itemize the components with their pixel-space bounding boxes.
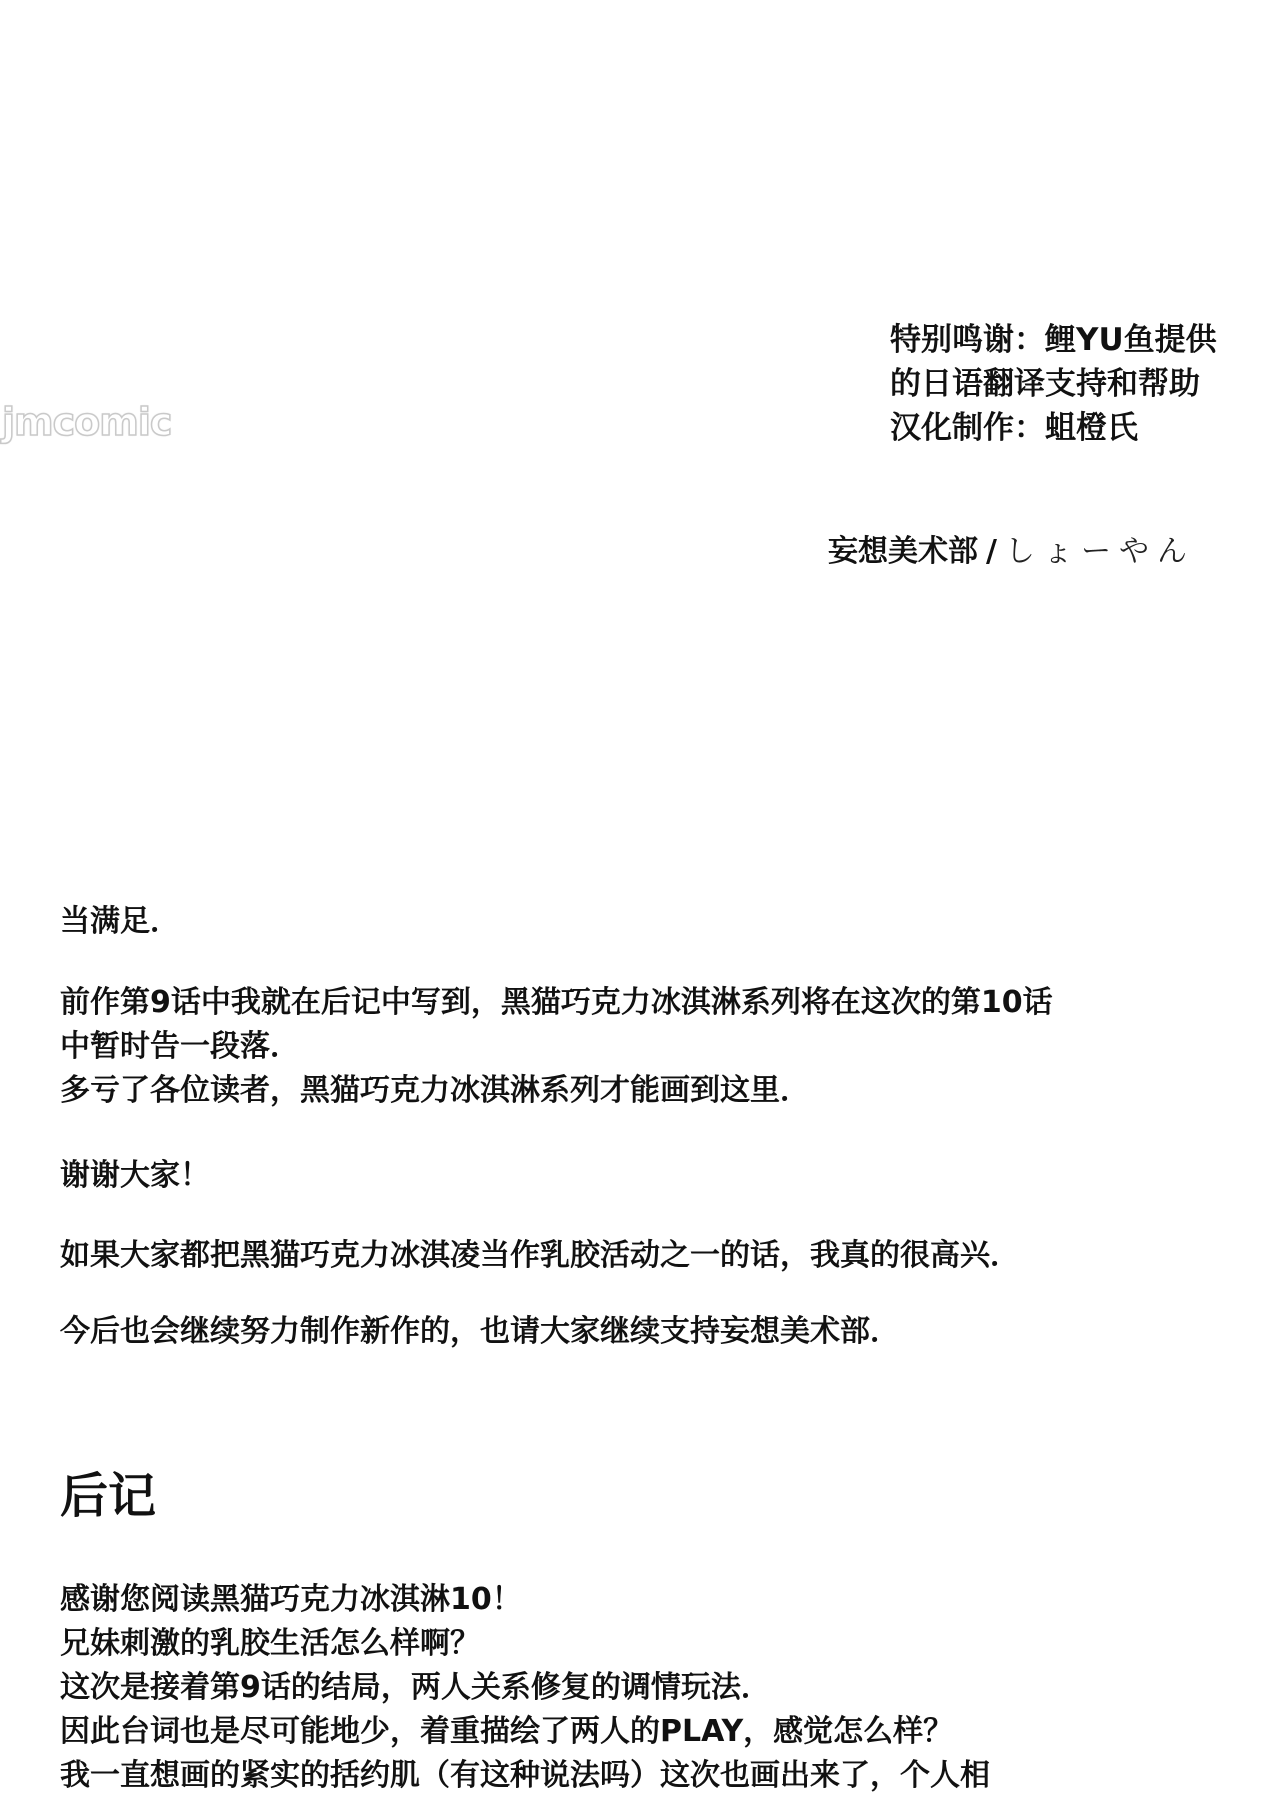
signature-slash: / (986, 534, 997, 569)
credits-line: 的日语翻译支持和帮助 (890, 366, 1200, 402)
paragraph-line: 如果大家都把黑猫巧克力冰淇凌当作乳胶活动之一的话，我真的很高兴． (60, 1238, 1020, 1273)
paragraph-line: 多亏了各位读者，黑猫巧克力冰淇淋系列才能画到这里． (60, 1073, 810, 1108)
paragraph-line: 谢谢大家！ (60, 1158, 210, 1193)
paragraph-line: 当满足． (60, 904, 180, 939)
afterword-line: 这次是接着第9话的结局，两人关系修复的调情玩法． (60, 1670, 771, 1705)
afterword-heading: 后记 (60, 1468, 157, 1524)
author-signature (828, 530, 1195, 574)
credits-line: 汉化制作：蛆橙氏 (890, 410, 1138, 446)
paragraph-line: 今后也会继续努力制作新作的，也请大家继续支持妄想美术部． (60, 1314, 900, 1349)
paragraph-line: 中暂时告一段落． (60, 1029, 300, 1064)
afterword-line: 因此台词也是尽可能地少，着重描绘了两人的PLAY，感觉怎么样？ (60, 1714, 954, 1749)
paragraph-line: 前作第9话中我就在后记中写到，黑猫巧克力冰淇淋系列将在这次的第10话 (60, 985, 1053, 1020)
afterword-line: 兄妹刺激的乳胶生活怎么样啊？ (60, 1626, 480, 1661)
afterword-line: 感谢您阅读黑猫巧克力冰淇淋10！ (60, 1582, 522, 1617)
afterword-line: 我一直想画的紧实的括约肌（有这种说法吗）这次也画出来了，个人相 (60, 1758, 990, 1793)
translation-credits (890, 318, 1217, 450)
author-name: しょーやん (1004, 534, 1195, 569)
watermark-logo: jmcomic (2, 400, 172, 444)
studio-name: 妄想美术部 (828, 534, 978, 569)
credits-line: 特别鸣谢：鲤YU鱼提供 (890, 322, 1217, 358)
